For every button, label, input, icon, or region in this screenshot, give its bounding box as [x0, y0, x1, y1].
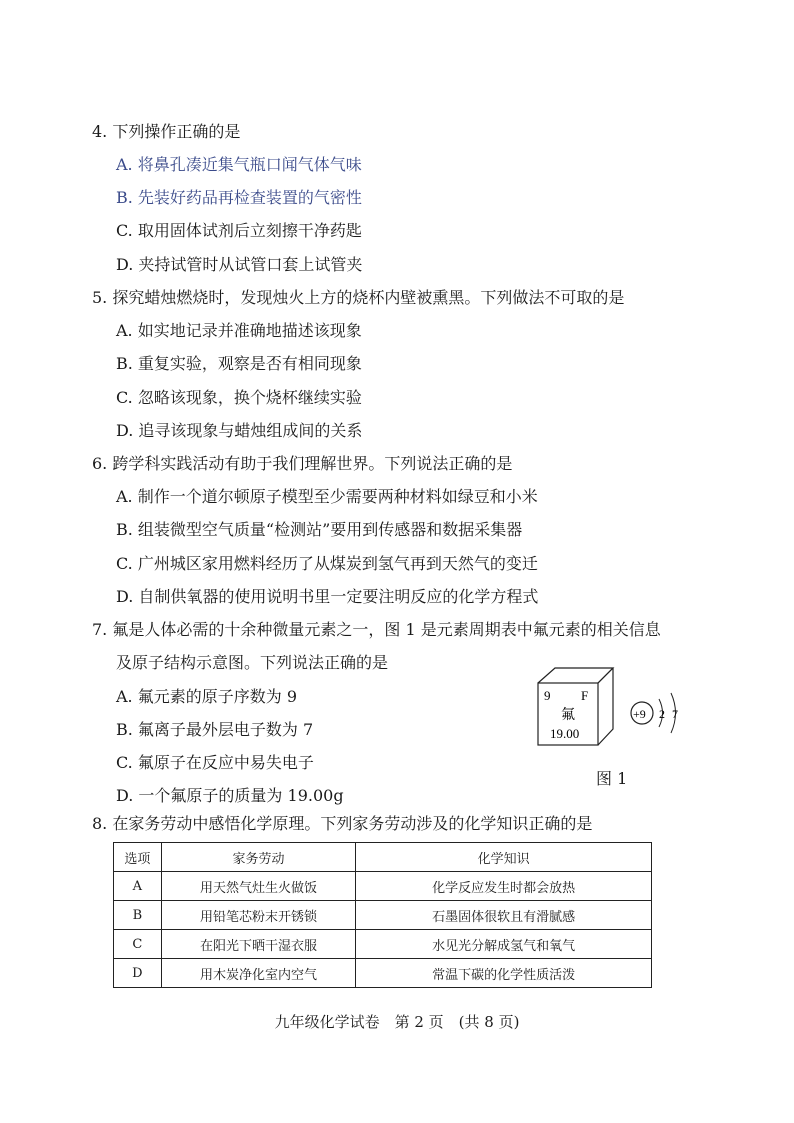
question-4-option-d: D. 夹持试管时从试管口套上试管夹 [116, 255, 363, 274]
question-5-option-d: D. 追寻该现象与蜡烛组成间的关系 [116, 421, 363, 440]
atomic-number-label: 9 [544, 688, 551, 703]
table-row [114, 901, 652, 930]
question-4-option-c: C. 取用固体试剂后立刻擦干净药匙 [116, 221, 362, 240]
question-4-stem: 4. 下列操作正确的是 [92, 122, 241, 141]
table-cell-housework: 用木炭净化室内空气 [161, 959, 356, 988]
electron-shell-1-count: 2 [659, 707, 665, 721]
nucleus-charge-label: +9 [633, 707, 646, 721]
table-cell-chemistry: 常温下碳的化学性质活泼 [356, 959, 652, 988]
table-cell-chemistry: 化学反应发生时都会放热 [356, 872, 652, 901]
question-6-stem: 6. 跨学科实践活动有助于我们理解世界。下列说法正确的是 [92, 454, 513, 473]
question-4-option-b: B. 先装好药品再检查装置的气密性 [116, 188, 362, 207]
table-cell-chemistry: 水见光分解成氢气和氧气 [356, 930, 652, 959]
table-cell-option: C [114, 930, 162, 959]
question-8-table [113, 842, 652, 988]
question-8-stem: 8. 在家务劳动中感悟化学原理。下列家务劳动涉及的化学知识正确的是 [92, 814, 593, 833]
element-symbol-label: F [581, 688, 589, 703]
table-cell-housework: 用铅笔芯粉末开锈锁 [161, 901, 356, 930]
fluorine-element-figure [535, 665, 695, 765]
question-7-option-a: A. 氟元素的原子序数为 9 [116, 687, 297, 706]
electron-shell-2-count: 7 [672, 707, 678, 721]
question-7-option-d: D. 一个氟原子的质量为 19.00g [116, 786, 344, 805]
table-header-chemistry: 化学知识 [356, 843, 652, 872]
question-7-option-b: B. 氟离子最外层电子数为 7 [116, 720, 314, 739]
table-row [114, 930, 652, 959]
table-header-row [114, 843, 652, 872]
figure-1-caption: 图 1 [596, 769, 628, 788]
question-5-option-b: B. 重复实验，观察是否有相同现象 [116, 354, 362, 373]
question-4-option-a: A. 将鼻孔凑近集气瓶口闻气体气味 [116, 155, 362, 174]
question-6-option-d: D. 自制供氧器的使用说明书里一定要注明反应的化学方程式 [116, 587, 539, 606]
question-7-stem-line1: 7. 氟是人体必需的十余种微量元素之一，图 1 是元素周期表中氟元素的相关信息 [92, 620, 661, 639]
table-cell-housework: 在阳光下晒干湿衣服 [161, 930, 356, 959]
page-footer: 九年级化学试卷 第 2 页 (共 8 页) [274, 1013, 520, 1031]
table-header-housework: 家务劳动 [161, 843, 356, 872]
question-6-option-a: A. 制作一个道尔顿原子模型至少需要两种材料如绿豆和小米 [116, 487, 538, 506]
question-7-stem-line2: 及原子结构示意图。下列说法正确的是 [116, 653, 389, 672]
element-name-label: 氟 [561, 707, 575, 723]
question-6-option-b: B. 组装微型空气质量“检测站”要用到传感器和数据采集器 [116, 520, 523, 539]
table-cell-housework: 用天然气灶生火做饭 [161, 872, 356, 901]
atomic-mass-label: 19.00 [550, 726, 580, 741]
question-6-option-c: C. 广州城区家用燃料经历了从煤炭到氢气再到天然气的变迁 [116, 554, 538, 573]
table-header-option: 选项 [114, 843, 162, 872]
question-7-option-c: C. 氟原子在反应中易失电子 [116, 753, 314, 772]
question-5-stem: 5. 探究蜡烛燃烧时，发现烛火上方的烧杯内壁被熏黑。下列做法不可取的是 [92, 288, 625, 307]
table-cell-option: A [114, 872, 162, 901]
table-cell-option: D [114, 959, 162, 988]
question-5-option-a: A. 如实地记录并准确地描述该现象 [116, 321, 362, 340]
table-cell-option: B [114, 901, 162, 930]
question-5-option-c: C. 忽略该现象，换个烧杯继续实验 [116, 388, 362, 407]
table-cell-chemistry: 石墨固体很软且有滑腻感 [356, 901, 652, 930]
table-row [114, 872, 652, 901]
table-row [114, 959, 652, 988]
